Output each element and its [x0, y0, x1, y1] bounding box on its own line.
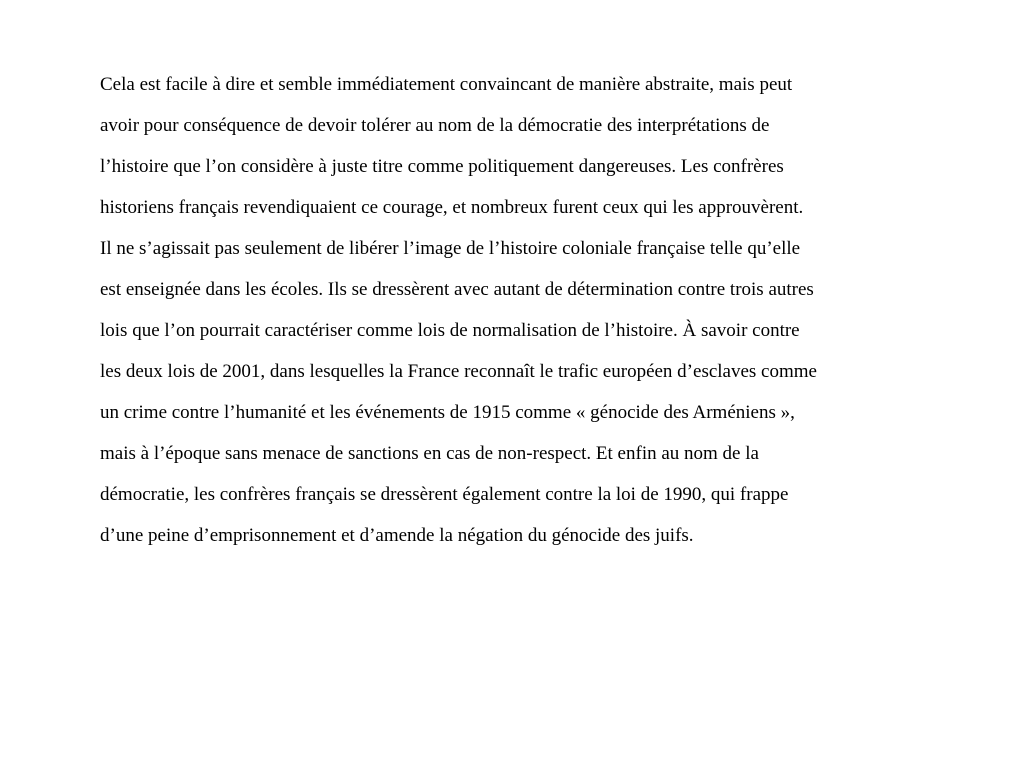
text-line: un crime contre l’humanité et les événements de 1915 comme « génocide des Arméniens »,	[100, 402, 795, 423]
text-line: Il ne s’agissait pas seulement de libérer l’image de l’histoire coloniale française telle qu’elle	[100, 238, 801, 259]
text-line: avoir pour conséquence de devoir tolérer au nom de la démocratie des interprétations de	[100, 115, 770, 136]
text-line: les deux lois de 2001, dans lesquelles la France reconnaît le trafic européen d’esclaves comme	[100, 361, 817, 382]
text-line: d’une peine d’emprisonnement et d’amende la négation du génocide des juifs.	[100, 525, 694, 546]
text-line: Cela est facile à dire et semble immédiatement convaincant de manière abstraite, mais peut	[100, 74, 793, 95]
text-line: démocratie, les confrères français se dressèrent également contre la loi de 1990, qui frappe	[100, 484, 789, 505]
text-line: mais à l’époque sans menace de sanctions en cas de non-respect. Et enfin au nom de la	[100, 443, 759, 464]
text-line: l’histoire que l’on considère à juste titre comme politiquement dangereuses. Les confrères	[100, 156, 784, 177]
text-line: est enseignée dans les écoles. Ils se dressèrent avec autant de détermination contre trois autres	[100, 279, 814, 300]
text-line: historiens français revendiquaient ce courage, et nombreux furent ceux qui les approuvèrent.	[100, 197, 804, 218]
text-line: lois que l’on pourrait caractériser comme lois de normalisation de l’histoire. À savoir contre	[100, 320, 800, 341]
body-paragraph	[100, 64, 980, 556]
